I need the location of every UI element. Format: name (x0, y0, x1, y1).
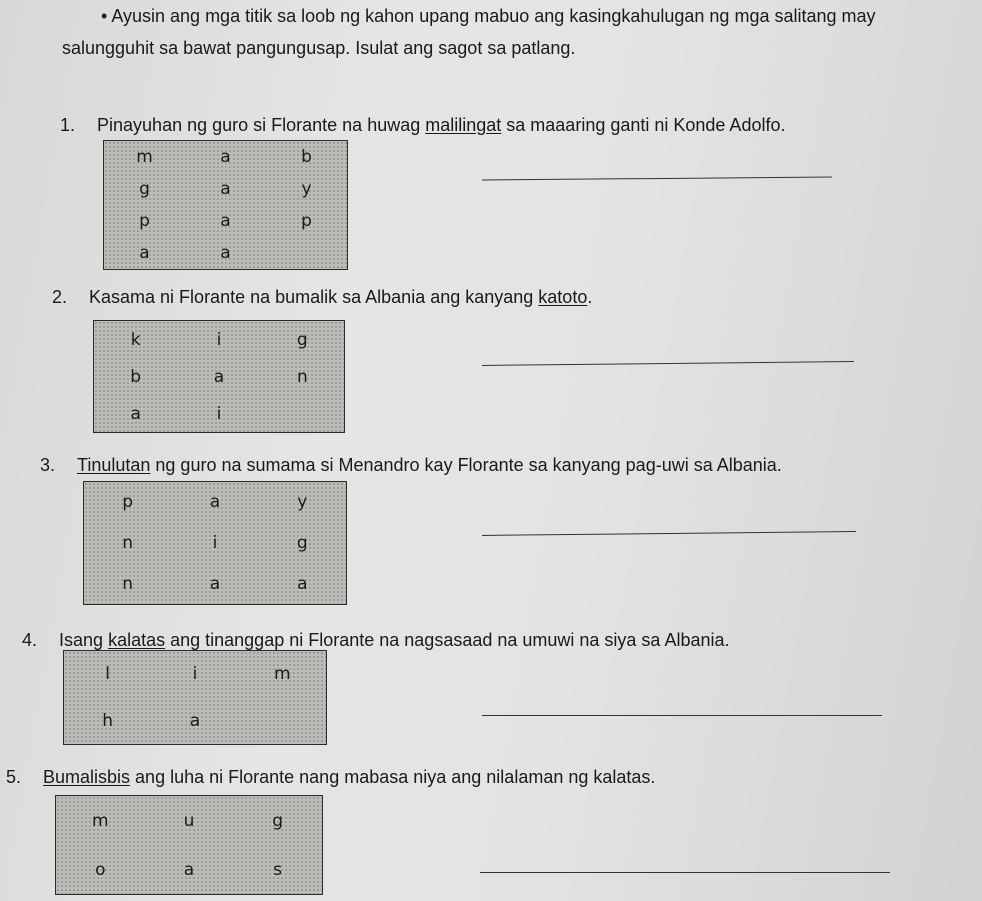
question-text-post: sa maaaring ganti ni Konde Adolfo. (501, 115, 786, 135)
letter: g (139, 179, 150, 199)
question-text-post: . (587, 287, 593, 307)
letter: n (122, 573, 134, 594)
letter: a (213, 366, 225, 387)
letter: u (183, 810, 195, 831)
letter: l (105, 664, 111, 685)
question-text-pre: Pinayuhan ng guro si Florante na huwag (97, 115, 426, 135)
answer-blank-4[interactable] (482, 715, 882, 716)
letter-box-3 (83, 481, 347, 605)
letter: a (189, 710, 201, 731)
letter: n (296, 366, 308, 387)
instruction-line-1 (101, 6, 876, 27)
instruction-text-1: Ayusin ang mga titik sa loob ng kahon upang mabuo ang kasingkahulugan ng mga salitang may (111, 6, 876, 26)
question-number: 5. (6, 767, 22, 787)
letter: a (139, 243, 150, 263)
letter: a (220, 243, 231, 263)
letter: s (273, 859, 283, 880)
question-number: 3. (40, 455, 56, 475)
letter: k (130, 329, 141, 350)
letter: p (122, 492, 134, 513)
underlined-word: katoto (538, 287, 588, 307)
letter-box-2 (93, 320, 345, 433)
letter: a (220, 179, 231, 199)
answer-blank-3[interactable] (482, 531, 856, 536)
question-text-post: ng guro na sumama si Menandro kay Florante sa kanyang pag-uwi sa Albania. (150, 455, 782, 475)
letter: a (130, 403, 141, 424)
letter: b (130, 366, 142, 387)
letter: a (220, 147, 231, 167)
underlined-word: kalatas (108, 630, 166, 650)
letter: m (92, 810, 109, 831)
letter: i (212, 532, 218, 553)
letter: n (122, 532, 134, 553)
letter: p (139, 211, 150, 231)
letter: a (209, 573, 221, 594)
letter: a (209, 492, 221, 513)
letter: h (102, 710, 114, 731)
letter: o (95, 859, 106, 880)
letter: a (220, 211, 231, 231)
question-1 (60, 115, 785, 136)
letter-box-1 (103, 140, 348, 270)
letter: m (136, 147, 153, 167)
letter: y (297, 492, 308, 513)
letter: g (272, 810, 284, 831)
letter: i (192, 664, 198, 685)
letter: g (296, 329, 308, 350)
underlined-word: Bumalisbis (43, 767, 131, 787)
underlined-word: malilingat (425, 115, 502, 135)
letter: p (301, 211, 312, 231)
letter-box-4 (63, 650, 327, 745)
underlined-word: Tinulutan (77, 455, 151, 475)
instruction-line-2 (62, 38, 575, 59)
question-4 (22, 630, 730, 651)
answer-blank-2[interactable] (482, 361, 854, 366)
letter-box-5 (55, 795, 323, 895)
bullet-icon: • (101, 6, 108, 26)
letter: i (216, 403, 222, 424)
letter: m (274, 664, 291, 685)
question-number: 2. (52, 287, 68, 307)
letter: y (301, 179, 312, 199)
letter: a (183, 859, 195, 880)
instruction-text-2: salungguhit sa bawat pangungusap. Isulat ang sagot sa patlang. (62, 38, 576, 58)
letter: g (296, 532, 308, 553)
question-text-pre: Isang (59, 630, 109, 650)
question-number: 4. (22, 630, 38, 650)
question-text-post: ang tinanggap ni Florante na nagsasaad na umuwi na siya sa Albania. (165, 630, 730, 650)
answer-blank-5[interactable] (480, 872, 890, 873)
question-text-pre: Kasama ni Florante na bumalik sa Albania ang kanyang (89, 287, 539, 307)
question-number: 1. (60, 115, 76, 135)
question-3 (40, 455, 782, 476)
letter: i (216, 329, 222, 350)
letter: b (301, 147, 312, 167)
question-2 (52, 287, 592, 308)
letter: a (297, 573, 308, 594)
answer-blank-1[interactable] (482, 176, 832, 180)
question-text-post: ang luha ni Florante nang mabasa niya ang nilalaman ng kalatas. (130, 767, 656, 787)
question-5 (6, 767, 655, 788)
